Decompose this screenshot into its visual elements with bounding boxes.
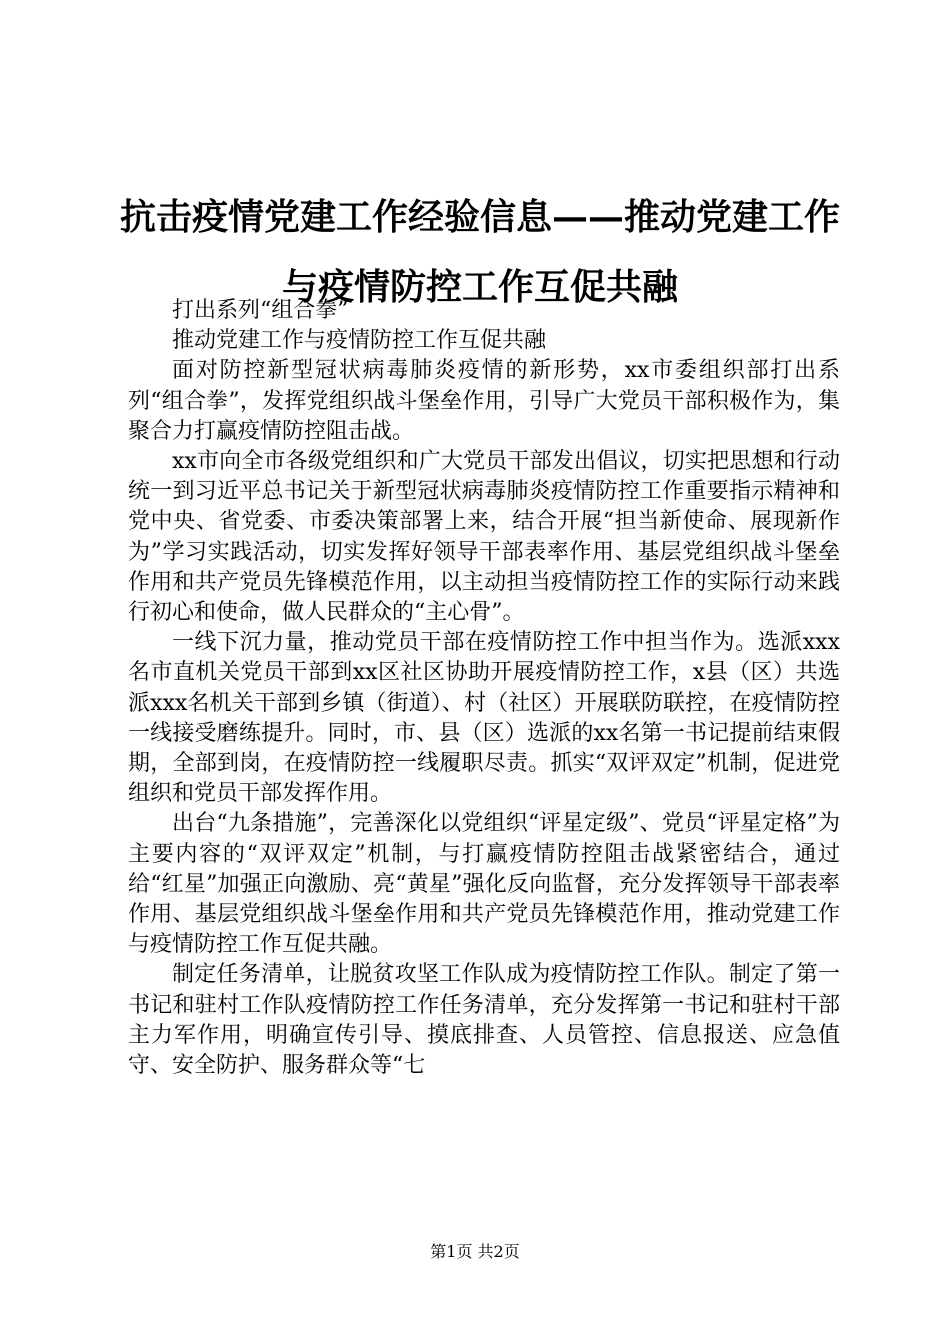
document-body: [128, 296, 840, 1081]
subtitle-line-1: 打出系列“组合拳”: [172, 298, 349, 323]
body-paragraph: 出台“九条措施”，完善深化以党组织“评星定级”、党员“评星定格”为主要内容的“双评双定”机制，与打赢疫情防控阻击战紧密结合，通过给“红星”加强正向激励、亮“黄星”强化反向监督，充分发挥领导干部表率作用、基层党组织战斗堡垒作用和共产党员先锋模范作用，推动党建工作与疫情防控工作互促共融。: [128, 811, 840, 958]
body-paragraph: 制定任务清单，让脱贫攻坚工作队成为疫情防控工作队。制定了第一书记和驻村工作队疫情防控工作任务清单，充分发挥第一书记和驻村干部主力军作用，明确宣传引导、摸底排查、人员管控、信息报送、应急值守、安全防护、服务群众等“七: [128, 962, 840, 1079]
title-line-1: 抗击疫情党建工作经验信息——推动党建工作: [119, 196, 840, 238]
title-line-2: 与疫情防控工作互促共融: [281, 266, 678, 308]
subtitle-line-2: 推动党建工作与疫情防控工作互促共融: [172, 328, 547, 354]
body-paragraph: 一线下沉力量，推动党员干部在疫情防控工作中担当作为。选派xxx名市直机关党员干部到xx区社区协助开展疫情防控工作，x县（区）共选派xxx名机关干部到乡镇（街道）、村（社区）开展联防联控，在疫情防控一线接受磨练提升。同时，市、县（区）选派的xx名第一书记提前结束假期，全部到岗，在疫情防控一线履职尽责。抓实“双评双定”机制，促进党组织和党员干部发挥作用。: [128, 630, 840, 807]
page-footer: [0, 1242, 950, 1262]
page-number: 第1页 共2页: [430, 1242, 520, 1261]
body-paragraph: 面对防控新型冠状病毒肺炎疫情的新形势，xx市委组织部打出系列“组合拳”，发挥党组织战斗堡垒作用，引导广大党员干部积极作为，集聚合力打赢疫情防控阻击战。: [128, 358, 840, 444]
body-paragraph: xx市向全市各级党组织和广大党员干部发出倡议，切实把思想和行动统一到习近平总书记关于新型冠状病毒肺炎疫情防控工作重要指示精神和党中央、省党委、市委决策部署上来，结合开展“担当新使命、展现新作为”学习实践活动，切实发挥好领导干部表率作用、基层党组织战斗堡垒作用和共产党员先锋模范作用，以主动担当疫情防控工作的实际行动来践行初心和使命，做人民群众的“主心骨”。: [128, 449, 840, 626]
